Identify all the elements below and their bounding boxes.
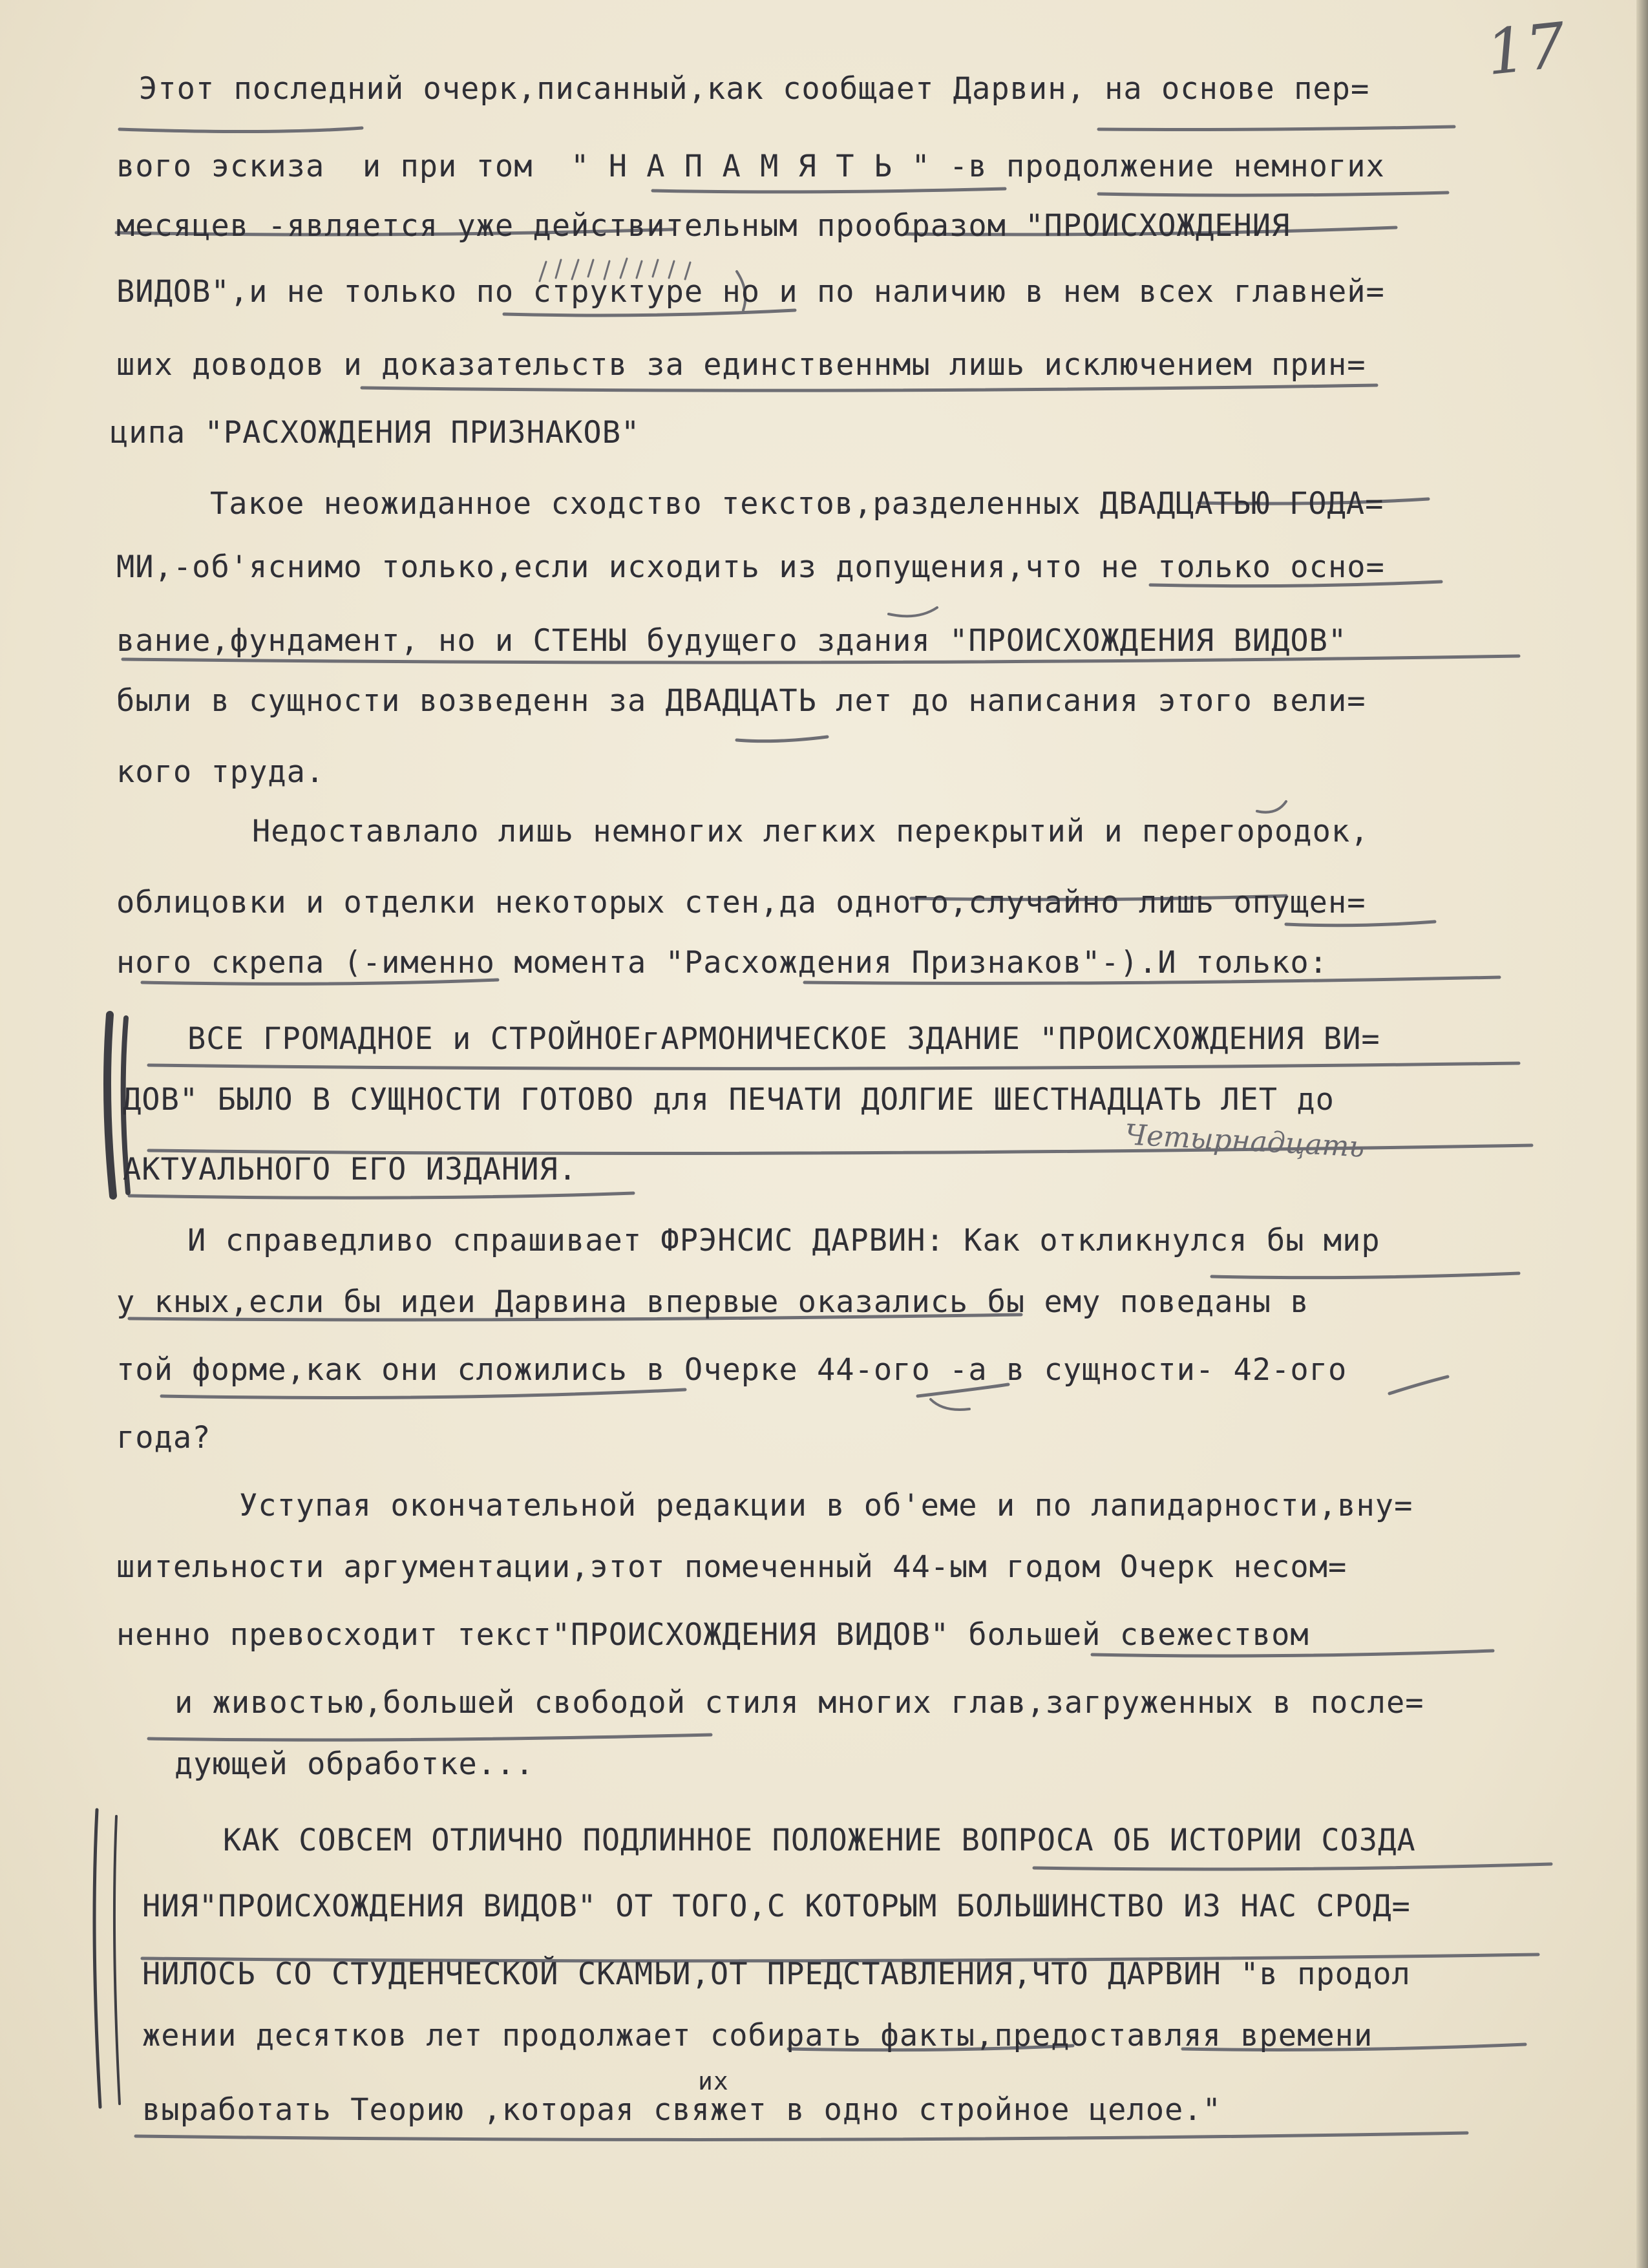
text-line: года? bbox=[116, 1420, 211, 1456]
handwritten-insert: их bbox=[698, 2067, 729, 2095]
text-line: у кных,если бы идеи Дарвина впервые оказались бы ему поведаны в bbox=[116, 1284, 1309, 1320]
text-line: и живостью,большей свободой стиля многих глав,загруженных в после= bbox=[174, 1685, 1424, 1721]
text-line: облицовки и отделки некоторых стен,да одного,случайно лишь опущен= bbox=[116, 885, 1366, 920]
text-line: выработать Теорию ,которая свяжет в одно стройное целое." bbox=[142, 2092, 1221, 2128]
text-line: Такое неожиданное сходство текстов,разделенных ДВАДЦАТЬЮ ГОДА= bbox=[210, 486, 1384, 522]
text-line: шительности аргументации,этот помеченный 44-ым годом Очерк несом= bbox=[116, 1549, 1347, 1585]
text-line: ного скрепа (-именно момента "Расхождения Признаков"-).И только: bbox=[116, 945, 1328, 980]
text-line: той форме,как они сложились в Очерке 44-ого -а в сущности- 42-ого bbox=[116, 1352, 1347, 1388]
text-line: НИЯ"ПРОИСХОЖДЕНИЯ ВИДОВ" ОТ ТОГО,С КОТОРЫМ БОЛЬШИНСТВО ИЗ НАС СРОД= bbox=[142, 1889, 1411, 1924]
text-line: кого труда. bbox=[116, 754, 325, 790]
text-line: Уступая окончательной редакции в об'еме и по лапидарности,вну= bbox=[239, 1488, 1413, 1523]
text-line: вание,фундамент, но и СТЕНЫ будущего здания "ПРОИСХОЖДЕНИЯ ВИДОВ" bbox=[116, 623, 1347, 659]
text-line: ВИДОВ",и не только по структуре но и по наличию в нем всех главней= bbox=[116, 274, 1385, 310]
handwritten-margin-note: Четырнадцать bbox=[1123, 1118, 1366, 1164]
text-line: дующей обработке... bbox=[174, 1746, 534, 1782]
text-line: ВСЕ ГРОМАДНОЕ и СТРОЙНОЕгАРМОНИЧЕСКОЕ ЗДАНИЕ "ПРОИСХОЖДЕНИЯ ВИ= bbox=[187, 1021, 1380, 1057]
text-line: И справедливо спрашивает ФРЭНСИС ДАРВИН: Как откликнулся бы мир bbox=[187, 1223, 1380, 1258]
handwritten-page-number: 17 bbox=[1483, 8, 1569, 90]
text-line: АКТУАЛЬНОГО ЕГО ИЗДАНИЯ. bbox=[123, 1152, 578, 1187]
text-line: Этот последний очерк,писанный,как сообщает Дарвин, на основе пер= bbox=[139, 71, 1370, 107]
text-line: жении десятков лет продолжает собирать факты,предоставляя времени bbox=[142, 2018, 1373, 2053]
text-line: ДОВ" БЫЛО В СУЩНОСТИ ГОТОВО для ПЕЧАТИ ДОЛГИЕ ШЕСТНАДЦАТЬ ЛЕТ до bbox=[123, 1082, 1335, 1118]
text-line: ципа "РАСХОЖДЕНИЯ ПРИЗНАКОВ" bbox=[110, 415, 640, 450]
text-line: КАК СОВСЕМ ОТЛИЧНО ПОДЛИННОЕ ПОЛОЖЕНИЕ ВОПРОСА ОБ ИСТОРИИ СОЗДА bbox=[223, 1823, 1416, 1858]
text-line: НИЛОСЬ СО СТУДЕНЧЕСКОЙ СКАМЬИ,ОТ ПРЕДСТАВЛЕНИЯ,ЧТО ДАРВИН "в продол bbox=[142, 1956, 1411, 1992]
text-line: вого эскиза и при том " Н А П А М Я Т Ь " -в продолжение немногих bbox=[116, 149, 1385, 184]
text-line: ших доводов и доказательств за единственнмы лишь исключением прин= bbox=[116, 347, 1366, 383]
text-line: месяцев -является уже действительным прообразом "ПРОИСХОЖДЕНИЯ bbox=[116, 208, 1291, 244]
text-line: МИ,-об'яснимо только,если исходить из допущения,что не только осно= bbox=[116, 549, 1385, 585]
text-line: Недоставлало лишь немногих легких перекрытий и перегородок, bbox=[252, 814, 1369, 849]
text-line: ненно превосходит текст"ПРОИСХОЖДЕНИЯ ВИДОВ" большей свежеством bbox=[116, 1617, 1309, 1653]
text-line: были в сущности возведенн за ДВАДЦАТЬ лет до написания этого вели= bbox=[116, 683, 1366, 719]
